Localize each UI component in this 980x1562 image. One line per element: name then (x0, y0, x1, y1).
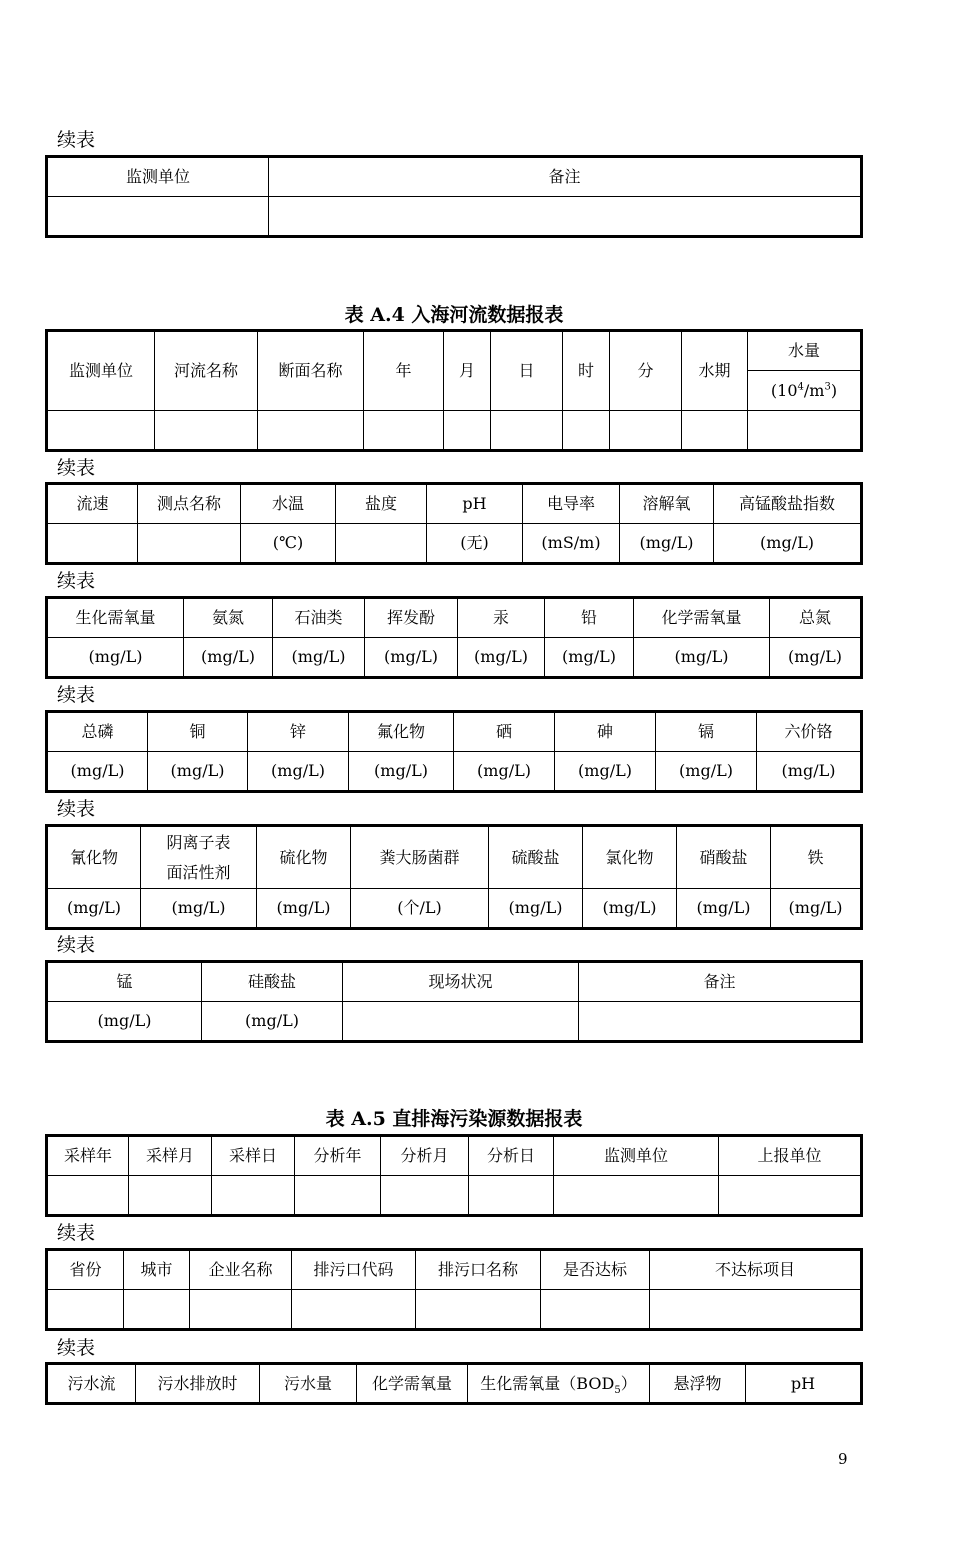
table-a4-part5 (45, 824, 863, 930)
header-cell: 氨氮 (184, 598, 273, 638)
header-cell: 备注 (579, 962, 862, 1002)
unit-cell: (mg/L) (458, 638, 545, 678)
empty-cell (295, 1176, 381, 1216)
header-cell: 铅 (545, 598, 634, 638)
unit-cell: (mg/L) (757, 752, 862, 792)
header-cell: 现场状况 (343, 962, 579, 1002)
header-cell: 月 (444, 331, 491, 411)
unit-cell: (mg/L) (47, 638, 184, 678)
unit-part: ) (830, 380, 838, 400)
empty-cell (444, 411, 491, 451)
continued-label: 续表 (57, 457, 96, 479)
unit-cell: (mS/m) (523, 524, 620, 564)
page-number: 9 (838, 1450, 848, 1468)
table-a5-part2 (45, 1248, 863, 1331)
unit-cell: (mg/L) (489, 889, 583, 929)
header-cell: 六价铬 (757, 712, 862, 752)
continued-label: 续表 (57, 129, 96, 151)
unit-cell (343, 1002, 579, 1042)
header-cell: 水期 (682, 331, 748, 411)
header-cell: 氯化物 (583, 826, 677, 889)
unit-part: (10 (770, 380, 798, 400)
empty-cell (748, 411, 862, 451)
header-cell: 日 (491, 331, 563, 411)
empty-cell (124, 1290, 190, 1330)
empty-cell (719, 1176, 862, 1216)
empty-cell (258, 411, 364, 451)
empty-cell (190, 1290, 292, 1330)
unit-cell: (mg/L) (714, 524, 862, 564)
table-title: 表 A.4 入海河流数据报表 (344, 304, 564, 326)
header-cell: 氟化物 (349, 712, 454, 752)
header-cell: 硫化物 (257, 826, 351, 889)
header-cell: 时 (563, 331, 610, 411)
empty-cell (47, 1176, 129, 1216)
header-cell: 监测单位 (554, 1136, 719, 1176)
empty-cell (364, 411, 444, 451)
header-line: 阴离子表 (166, 832, 231, 852)
empty-cell (469, 1176, 554, 1216)
header-cell: 粪大肠菌群 (351, 826, 489, 889)
header-cell: 水量 (748, 331, 862, 371)
header-cell: 污水排放时 (136, 1364, 260, 1404)
header-cell: 悬浮物 (650, 1364, 746, 1404)
header-cell: 城市 (124, 1250, 190, 1290)
header-cell: 水温 (241, 484, 336, 524)
empty-cell (541, 1290, 650, 1330)
continued-label: 续表 (57, 684, 96, 706)
unit-cell (138, 524, 241, 564)
header-cell: 砷 (555, 712, 656, 752)
unit-cell (748, 371, 862, 411)
header-cell: 总氮 (770, 598, 862, 638)
header-cell: 省份 (47, 1250, 124, 1290)
unit-cell: (mg/L) (349, 752, 454, 792)
header-line: 面活性剂 (166, 862, 231, 882)
unit-cell: (mg/L) (148, 752, 248, 792)
header-cell: 盐度 (336, 484, 427, 524)
header-cell: 上报单位 (719, 1136, 862, 1176)
table-a4-part1 (45, 329, 863, 452)
header-cell: 电导率 (523, 484, 620, 524)
header-cell: 石油类 (273, 598, 365, 638)
header-cell: 监测单位 (47, 157, 269, 197)
unit-cell: (mg/L) (634, 638, 770, 678)
header-cell: 化学需氧量 (634, 598, 770, 638)
unit-cell: (mg/L) (248, 752, 349, 792)
unit-cell: (mg/L) (656, 752, 757, 792)
continued-label: 续表 (57, 798, 96, 820)
unit-cell: (mg/L) (47, 752, 148, 792)
header-cell: 分析年 (295, 1136, 381, 1176)
header-cell: pH (427, 484, 523, 524)
unit-cell (579, 1002, 862, 1042)
header-cell: 锌 (248, 712, 349, 752)
empty-cell (292, 1290, 416, 1330)
header-cell: 锰 (47, 962, 202, 1002)
header-cell: 断面名称 (258, 331, 364, 411)
header-part: 生化需氧量（BOD (480, 1373, 615, 1393)
header-cell: 排污口名称 (416, 1250, 541, 1290)
header-cell: 生化需氧量 (47, 598, 184, 638)
header-cell: 采样日 (212, 1136, 295, 1176)
header-cell: 污水流 (47, 1364, 136, 1404)
header-cell: 溶解氧 (620, 484, 714, 524)
header-cell: 硅酸盐 (202, 962, 343, 1002)
empty-cell (563, 411, 610, 451)
empty-cell (682, 411, 748, 451)
header-cell: 分析日 (469, 1136, 554, 1176)
continued-label: 续表 (57, 570, 96, 592)
unit-cell: (mg/L) (365, 638, 458, 678)
header-cell: 排污口代码 (292, 1250, 416, 1290)
unit-cell (47, 524, 138, 564)
table-a3-continued (45, 155, 863, 238)
header-cell: 高锰酸盐指数 (714, 484, 862, 524)
continued-label: 续表 (57, 1222, 96, 1244)
header-cell: 镉 (656, 712, 757, 752)
unit-cell: (无) (427, 524, 523, 564)
empty-cell (155, 411, 258, 451)
empty-cell (212, 1176, 295, 1216)
unit-cell: (mg/L) (620, 524, 714, 564)
empty-cell (47, 411, 155, 451)
header-part: ） (620, 1373, 637, 1393)
header-cell: 不达标项目 (650, 1250, 862, 1290)
header-sub: 5 (614, 1384, 621, 1396)
unit-cell: (mg/L) (257, 889, 351, 929)
empty-cell (650, 1290, 862, 1330)
table-a5-part1 (45, 1134, 863, 1217)
unit-cell: (mg/L) (184, 638, 273, 678)
unit-cell: (mg/L) (141, 889, 257, 929)
empty-cell (47, 197, 269, 237)
header-cell: 化学需氧量 (357, 1364, 468, 1404)
header-cell: 监测单位 (47, 331, 155, 411)
header-cell: 分 (610, 331, 682, 411)
header-cell: pH (746, 1364, 862, 1404)
unit-cell: (mg/L) (555, 752, 656, 792)
header-cell: 是否达标 (541, 1250, 650, 1290)
table-a4-part4 (45, 710, 863, 793)
unit-cell: (mg/L) (47, 889, 141, 929)
continued-label: 续表 (57, 1337, 96, 1359)
continued-label: 续表 (57, 934, 96, 956)
unit-cell: (mg/L) (677, 889, 771, 929)
header-cell: 硝酸盐 (677, 826, 771, 889)
unit-cell: (个/L) (351, 889, 489, 929)
empty-cell (610, 411, 682, 451)
empty-cell (416, 1290, 541, 1330)
header-cell: 采样月 (129, 1136, 212, 1176)
table-a5-part3 (45, 1362, 863, 1405)
unit-sup: 4 (797, 381, 804, 393)
header-cell: 流速 (47, 484, 138, 524)
unit-cell: (mg/L) (770, 638, 862, 678)
header-cell: 挥发酚 (365, 598, 458, 638)
header-cell (141, 826, 257, 889)
unit-cell: (℃) (241, 524, 336, 564)
unit-cell: (mg/L) (545, 638, 634, 678)
empty-cell (491, 411, 563, 451)
header-cell: 铁 (771, 826, 862, 889)
header-cell: 氰化物 (47, 826, 141, 889)
table-a4-part2 (45, 482, 863, 565)
unit-sup: 3 (824, 381, 831, 393)
header-cell: 年 (364, 331, 444, 411)
unit-part: /m (803, 380, 825, 400)
unit-cell: (mg/L) (454, 752, 555, 792)
table-a4-part6 (45, 960, 863, 1043)
unit-cell: (mg/L) (583, 889, 677, 929)
header-cell: 测点名称 (138, 484, 241, 524)
header-cell: 企业名称 (190, 1250, 292, 1290)
header-cell: 污水量 (260, 1364, 357, 1404)
header-cell: 备注 (269, 157, 862, 197)
header-cell: 河流名称 (155, 331, 258, 411)
unit-cell: (mg/L) (202, 1002, 343, 1042)
table-a4-part3 (45, 596, 863, 679)
header-cell (468, 1364, 650, 1404)
unit-cell: (mg/L) (47, 1002, 202, 1042)
header-cell: 硒 (454, 712, 555, 752)
header-cell: 分析月 (381, 1136, 469, 1176)
header-cell: 铜 (148, 712, 248, 752)
empty-cell (554, 1176, 719, 1216)
empty-cell (47, 1290, 124, 1330)
empty-cell (269, 197, 862, 237)
unit-cell: (mg/L) (771, 889, 862, 929)
header-cell: 采样年 (47, 1136, 129, 1176)
header-cell: 汞 (458, 598, 545, 638)
unit-cell (336, 524, 427, 564)
header-cell: 硫酸盐 (489, 826, 583, 889)
table-title: 表 A.5 直排海污染源数据报表 (325, 1108, 583, 1130)
empty-cell (129, 1176, 212, 1216)
unit-cell: (mg/L) (273, 638, 365, 678)
header-cell: 总磷 (47, 712, 148, 752)
empty-cell (381, 1176, 469, 1216)
